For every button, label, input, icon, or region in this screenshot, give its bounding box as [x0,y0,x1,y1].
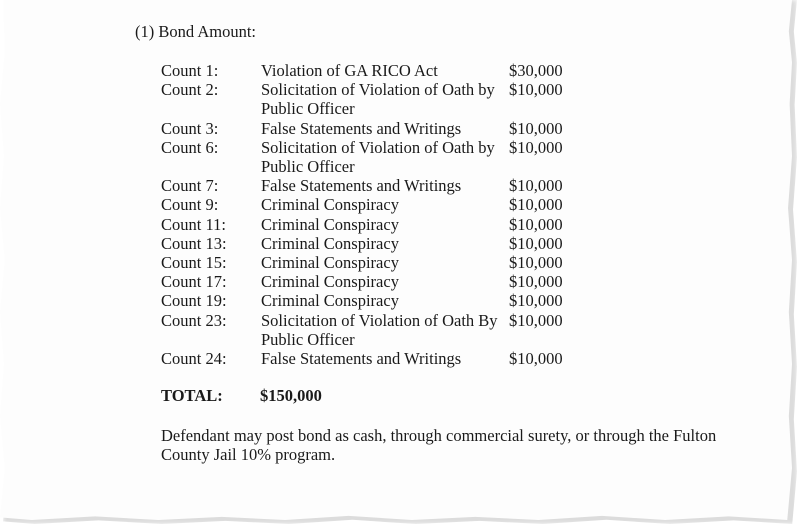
count-label: Count 17: [161,272,227,292]
count-amount: $10,000 [509,272,563,292]
count-amount: $10,000 [509,214,563,234]
count-description: Criminal Conspiracy [261,272,399,292]
total-amount: $150,000 [260,386,322,405]
count-label: Count 24: [161,349,227,369]
count-row [161,80,611,118]
count-description: Criminal Conspiracy [261,214,399,234]
counts-table [161,61,611,368]
count-row [161,291,611,310]
count-label: Count 13: [161,233,227,253]
count-row [161,195,611,214]
bond-note: Defendant may post bond as cash, through commercial surety, or through the Fulton County Jail 10% program. [161,426,717,464]
count-description: False Statements and Writings [261,118,462,138]
count-description: Solicitation of Violation of Oath by Public Officer [261,137,495,177]
count-description: Violation of GA RICO Act [261,61,438,80]
count-description: Criminal Conspiracy [261,291,399,311]
count-row [161,119,611,138]
count-description: Solicitation of Violation of Oath By Public Officer [261,310,498,349]
count-row [161,176,611,195]
count-row [161,61,611,80]
count-description: Criminal Conspiracy [261,233,399,253]
count-label: Count 6: [161,137,219,157]
count-amount: $10,000 [509,118,563,138]
count-row [161,138,611,176]
count-amount: $10,000 [509,195,563,215]
count-amount: $10,000 [509,233,563,253]
count-amount: $10,000 [509,253,563,273]
count-description: Criminal Conspiracy [261,253,399,273]
count-row [161,215,611,234]
count-label: Count 11: [161,214,226,234]
count-row [161,234,611,253]
count-label: Count 9: [161,195,219,215]
count-label: Count 7: [161,176,219,196]
count-description: False Statements and Writings [261,176,462,196]
count-row [161,272,611,291]
count-amount: $10,000 [509,291,563,311]
count-amount: $10,000 [509,349,563,369]
count-label: Count 2: [161,80,219,100]
count-amount: $10,000 [509,137,563,157]
count-row [161,349,611,368]
count-label: Count 23: [161,310,227,330]
section-heading: (1) Bond Amount: [135,22,257,41]
count-row [161,253,611,272]
count-label: Count 19: [161,291,227,311]
count-row [161,311,611,349]
count-description: Solicitation of Violation of Oath by Public Officer [261,80,495,119]
count-label: Count 1: [161,61,219,80]
count-description: Criminal Conspiracy [261,195,399,215]
count-amount: $30,000 [509,61,563,80]
count-description: False Statements and Writings [261,349,462,369]
count-label: Count 3: [161,118,219,138]
total-label: TOTAL: [161,386,223,405]
count-amount: $10,000 [509,310,563,330]
count-label: Count 15: [161,253,227,273]
total-row [161,386,322,406]
count-amount: $10,000 [509,176,563,196]
count-amount: $10,000 [509,80,563,100]
